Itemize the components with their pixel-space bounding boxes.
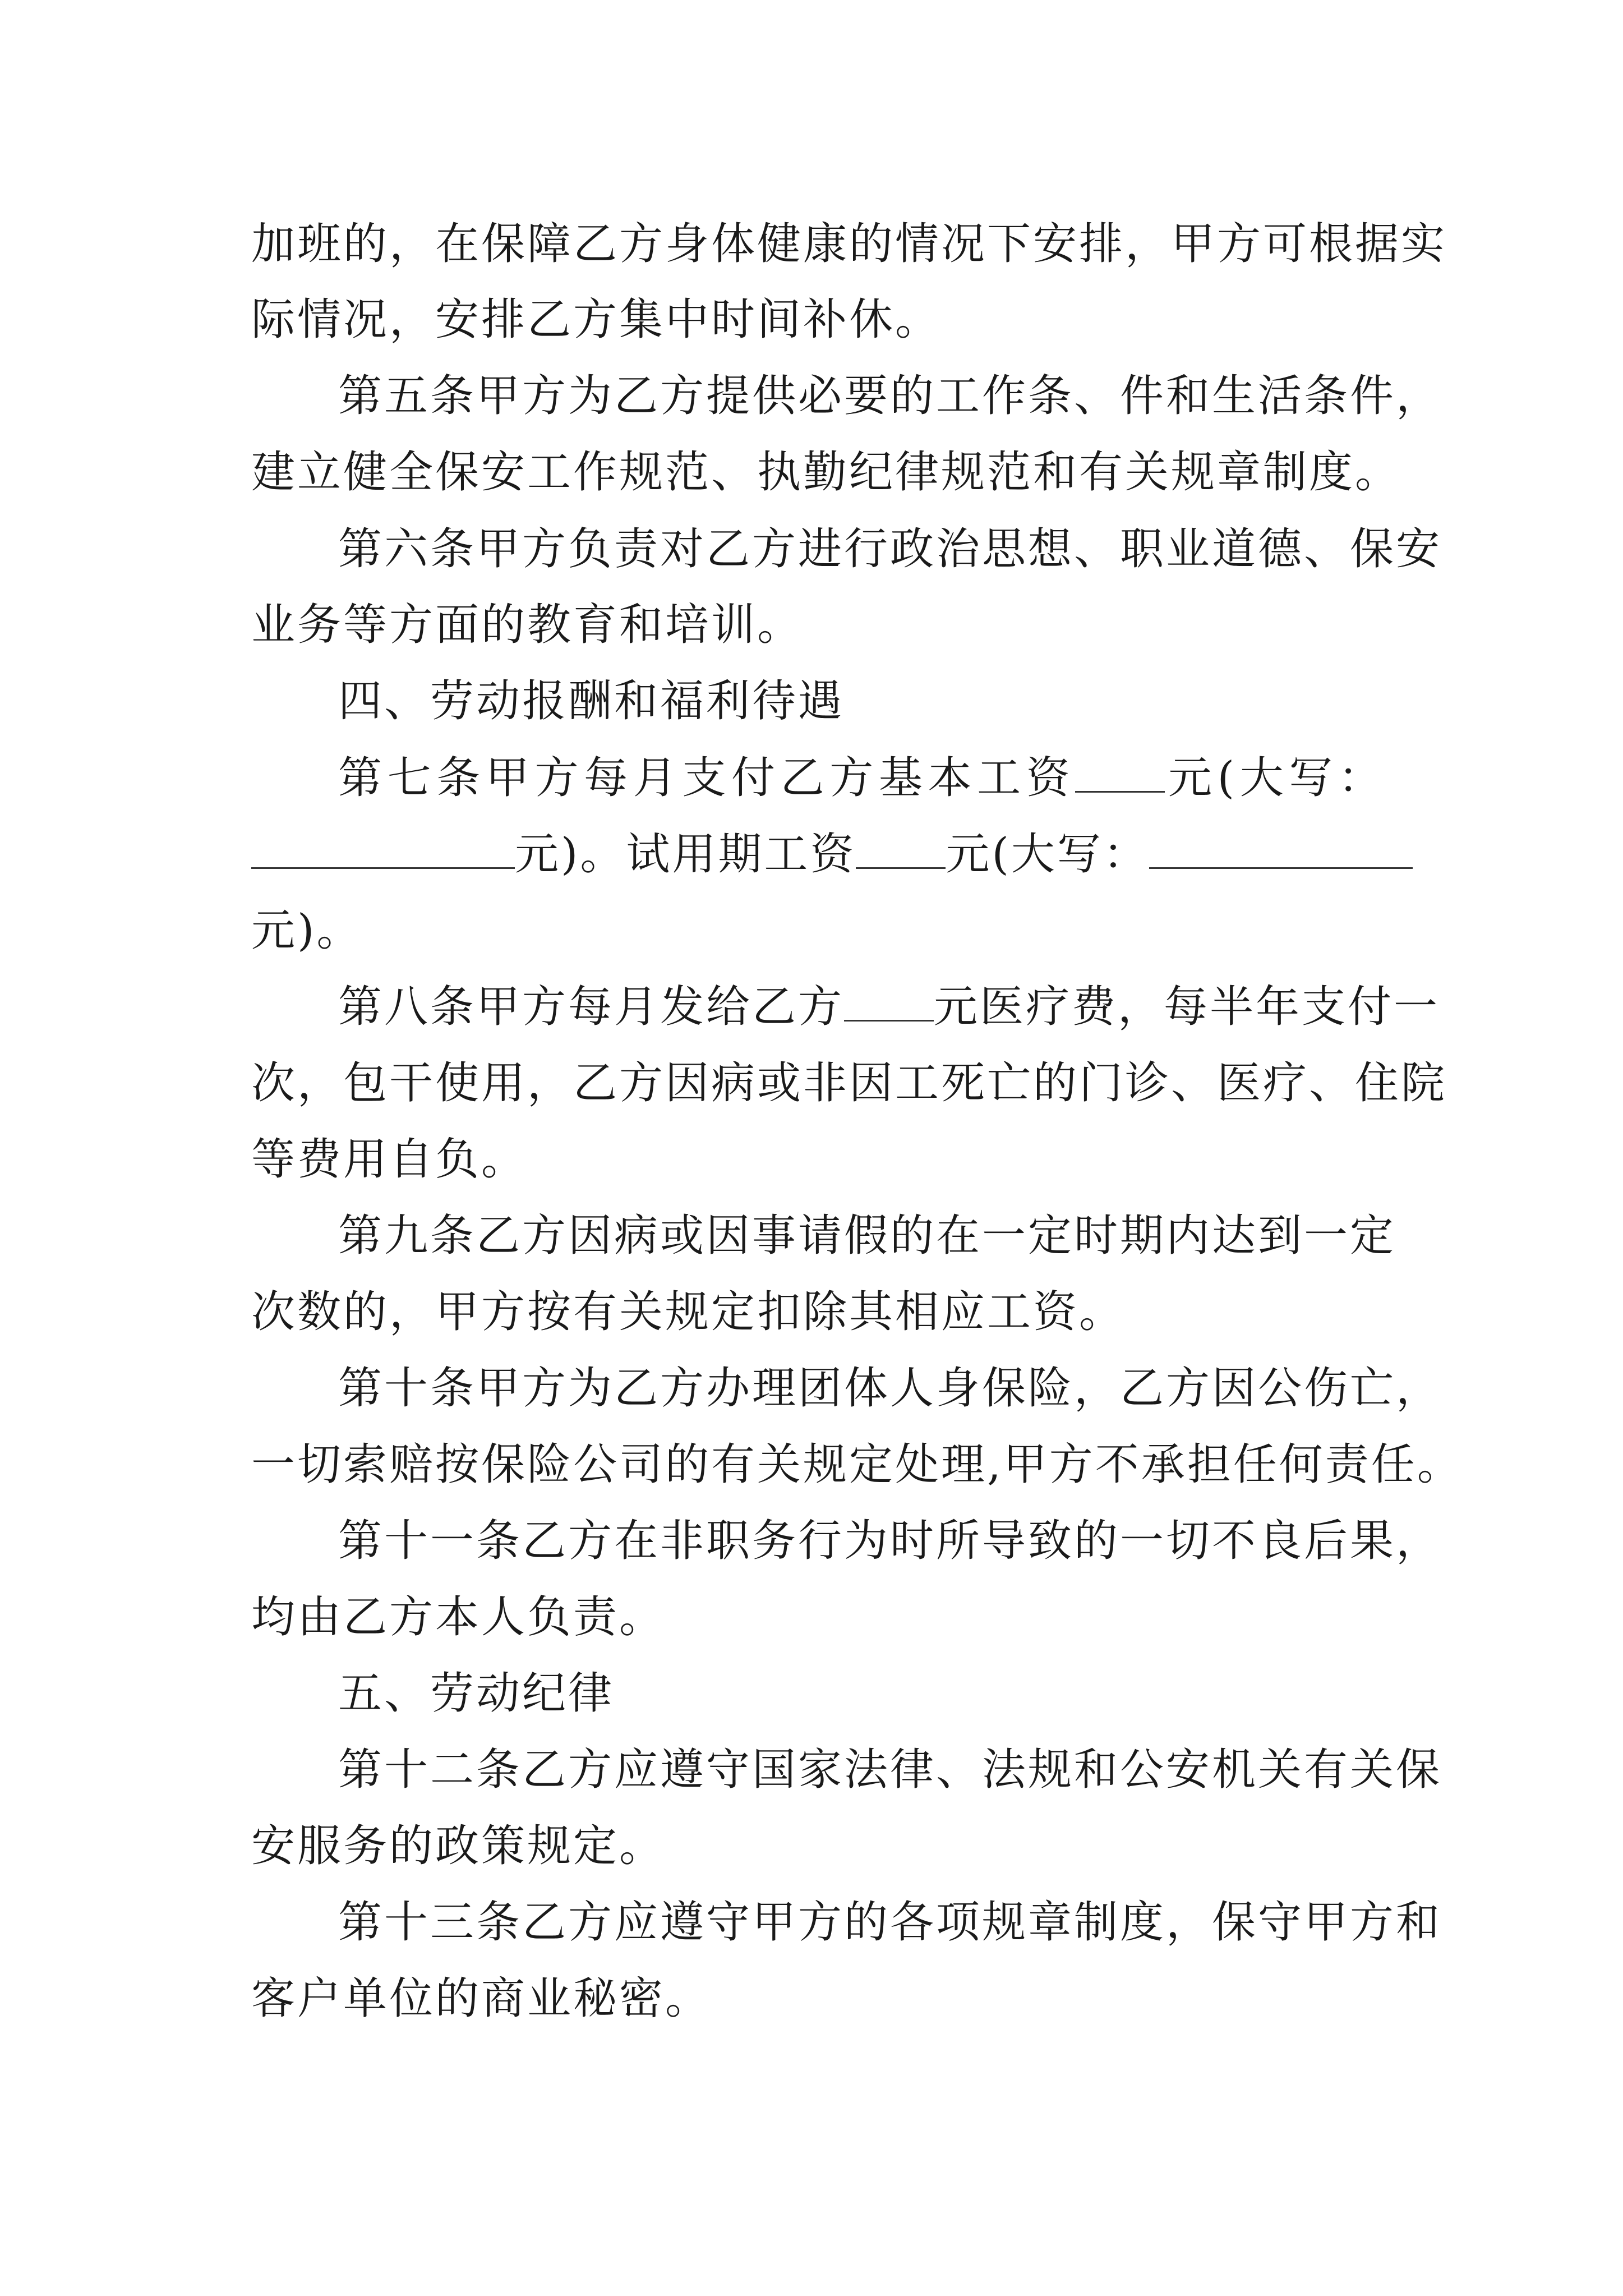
clause-10-line: 一切索赔按保险公司的有关规定处理,甲方不承担任何责任。 [251, 1439, 1463, 1490]
clause-12-line: 第十二条乙方应遵守国家法律、法规和公安机关有关保 [338, 1745, 1442, 1795]
clause-10-line: 第十条甲方为乙方办理团体人身保险，乙方因公伤亡， [338, 1363, 1442, 1414]
clause-8-line: 等费用自负。 [251, 1134, 528, 1185]
clause-7-line [251, 826, 1384, 882]
section-heading-4: 四、劳动报酬和福利待遇 [338, 676, 845, 726]
clause-8-text: 元医疗费，每半年支付一 [934, 982, 1440, 1032]
clause-6-line: 业务等方面的教育和培训。 [251, 600, 804, 650]
clause-5-line: 第五条甲方为乙方提供必要的工作条、件和生活条件， [338, 371, 1442, 421]
clause-9-line: 第九条乙方因病或因事请假的在一定时期内达到一定 [338, 1211, 1396, 1261]
clause-7-text: 元(大写： [946, 829, 1149, 880]
clause-11-line: 均由乙方本人负责。 [251, 1592, 666, 1642]
paragraph-line: 加班的，在保障乙方身体健康的情况下安排，甲方可根据实 [251, 219, 1447, 269]
clause-7-text: 第七条甲方每月支付乙方基本工资 [338, 753, 1076, 803]
clause-13-line: 客户单位的商业秘密。 [251, 1973, 712, 2024]
clause-12-line: 安服务的政策规定。 [251, 1821, 666, 1871]
clause-7-line: 元)。 [251, 905, 363, 956]
blank-field [856, 827, 946, 869]
clause-8-text: 第八条甲方每月发给乙方 [338, 982, 845, 1032]
blank-field [251, 827, 515, 869]
blank-field [844, 979, 934, 1022]
clause-8-line: 次，包干使用，乙方因病或非因工死亡的门诊、医疗、住院 [251, 1058, 1447, 1108]
clause-7-text: 元(大写： [1165, 753, 1384, 803]
clause-8-line [338, 979, 1440, 1035]
clause-13-line: 第十三条乙方应遵守甲方的各项规章制度，保守甲方和 [338, 1897, 1442, 1948]
blank-field [1149, 827, 1413, 869]
clause-5-line: 建立健全保安工作规范、执勤纪律规范和有关规章制度。 [251, 447, 1401, 498]
clause-11-line: 第十一条乙方在非职务行为时所导致的一切不良后果， [338, 1516, 1442, 1566]
paragraph-line: 际情况，安排乙方集中时间补休。 [251, 295, 942, 345]
clause-7-line [338, 750, 1384, 806]
clause-9-line: 次数的，甲方按有关规定扣除其相应工资。 [251, 1287, 1126, 1337]
section-heading-5: 五、劳动纪律 [338, 1668, 615, 1719]
clause-6-line: 第六条甲方负责对乙方进行政治思想、职业道德、保安 [338, 524, 1442, 574]
clause-7-text: 元)。试用期工资 [515, 829, 856, 880]
blank-field [1075, 751, 1165, 793]
